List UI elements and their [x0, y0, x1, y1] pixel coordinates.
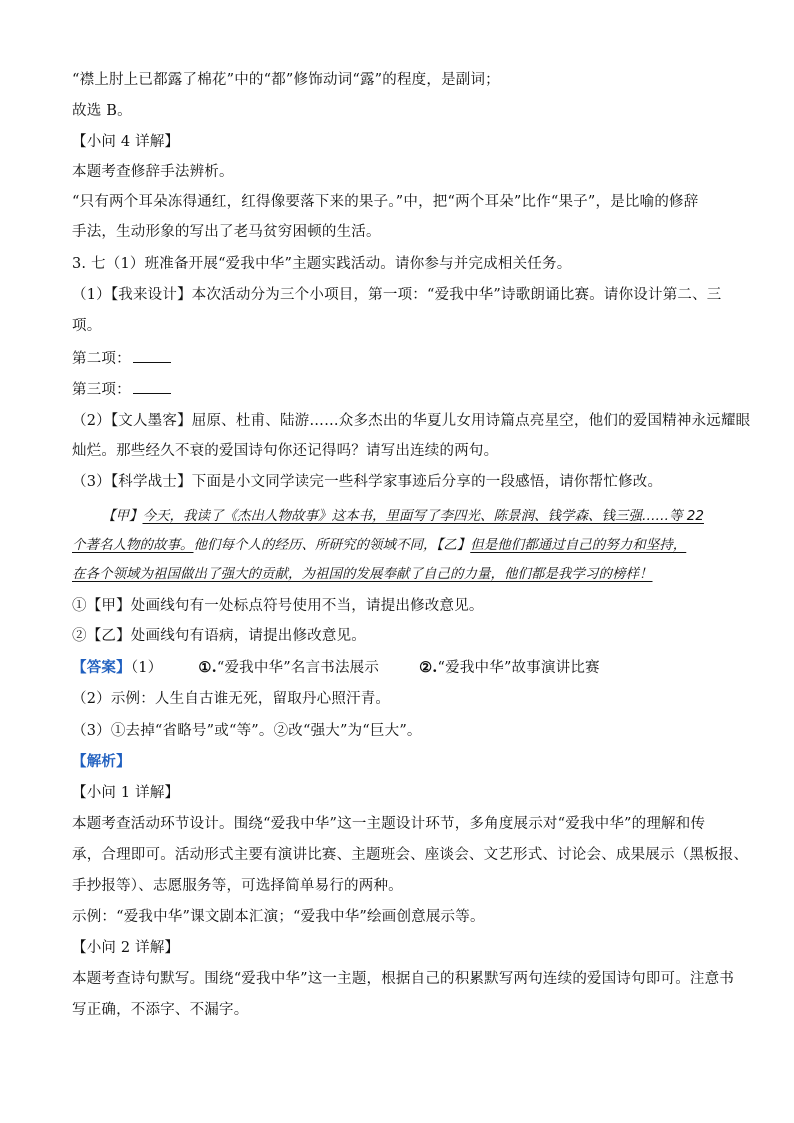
underlined-text: 但是他们都通过自己的努力和坚持， — [470, 537, 687, 553]
text-line: 承，合理即可。活动形式主要有演讲比赛、主题班会、座谈会、文艺形式、讨论会、成果展示（黑板报、 — [72, 847, 749, 863]
answer-line: （3）①去掉“省略号”或“等”。②改“强大”为“巨大”。 — [72, 723, 422, 739]
text-line: 项。 — [72, 318, 102, 334]
text-line: （1）【我来设计】本次活动分为三个小项目，第一项：“爱我中华”诗歌朗诵比赛。请你设计第二、三 — [72, 287, 722, 303]
answer-line — [72, 658, 732, 678]
text-line: （2）【文人墨客】屈原、杜甫、陆游……众多杰出的华夏儿女用诗篇点亮星空，他们的爱国精神永远耀眼 — [72, 413, 751, 429]
quoted-passage-line — [72, 562, 732, 586]
text-line: 手抄报等）、志愿服务等，可选择简单易行的两种。 — [72, 878, 403, 894]
circled-number: ①. — [198, 659, 217, 676]
text-line: 本题考查诗句默写。围绕“爱我中华”这一主题，根据自己的积累默写两句连续的爱国诗句即可。注意书 — [72, 971, 735, 987]
underlined-text: 在各个领域为祖国做出了强大的贡献，为祖国的发展奉献了自己的力量，他们都是我学习的榜样！ — [72, 566, 653, 582]
circled-number: ②. — [419, 659, 438, 676]
text-line: “只有两个耳朵冻得通红，红得像要落下来的果子。”中，把“两个耳朵”比作“果子”，是比喻的修辞 — [72, 194, 699, 210]
blank-label: 第三项： — [72, 382, 131, 398]
text-line: 手法，生动形象的写出了老马贫穷困顿的生活。 — [72, 224, 381, 240]
answer-text: “爱我中华”故事演讲比赛 — [437, 660, 600, 676]
underlined-text: 今天，我读了《杰出人物故事》这本书，里面写了李四光、陈景润、钱学森、钱三强……等 22 — [142, 508, 704, 524]
text-line: （3）【科学战士】下面是小文同学读完一些科学家事迹后分享的一段感悟，请你帮忙修改。 — [72, 474, 663, 490]
quoted-passage-line — [102, 504, 732, 528]
answer-blank-line-2 — [72, 348, 732, 369]
explanation-label-text: 【解析】 — [72, 753, 131, 770]
section-heading: 【小问 4 详解】 — [72, 134, 180, 150]
answer-text: “爱我中华”名言书法展示 — [216, 660, 380, 676]
text-line: “襟上肘上已都露了棉花”中的“都”修饰动词“露”的程度，是副词； — [72, 72, 500, 88]
blank-label: 第二项： — [72, 351, 131, 367]
answer-label: 【答案】 — [72, 659, 131, 676]
quoted-passage-line — [72, 533, 732, 557]
underlined-text: 个著名人物的故事。 — [72, 537, 194, 553]
answer-blank-line-3 — [72, 379, 732, 400]
text-line: 示例：“爱我中华”课文剧本汇演；“爱我中华”绘画创意展示等。 — [72, 909, 485, 925]
text-line: ②【乙】处画线句有语病，请提出修改意见。 — [72, 628, 366, 644]
text-line: 写正确，不添字、不漏字。 — [72, 1002, 249, 1018]
text-line: 灿烂。那些经久不衰的爱国诗句你还记得吗？请写出连续的两句。 — [72, 443, 499, 459]
text-line: 本题考查活动环节设计。围绕“爱我中华”这一主题设计环节，多角度展示对“爱我中华”的理解和传 — [72, 816, 706, 832]
text-line: ①【甲】处画线句有一处标点符号使用不当，请提出修改意见。 — [72, 598, 484, 614]
passage-marker: 【甲】 — [102, 508, 143, 524]
text-line: 故选 B。 — [72, 103, 132, 119]
answer-blank — [133, 348, 171, 363]
section-heading: 【小问 1 详解】 — [72, 785, 180, 801]
text-line: 本题考查修辞手法辨析。 — [72, 164, 234, 180]
answer-line: （2）示例：人生自古谁无死，留取丹心照汗青。 — [72, 691, 391, 707]
question-title: 3. 七（1）班准备开展“爱我中华”主题实践活动。请你参与并完成相关任务。 — [72, 256, 572, 272]
explanation-label — [72, 752, 732, 772]
section-heading: 【小问 2 详解】 — [72, 940, 180, 956]
answer-part: （1） — [130, 660, 163, 676]
answer-blank — [133, 379, 171, 394]
passage-text: 他们每个人的经历、所研究的领域不同，【乙】 — [193, 537, 471, 553]
